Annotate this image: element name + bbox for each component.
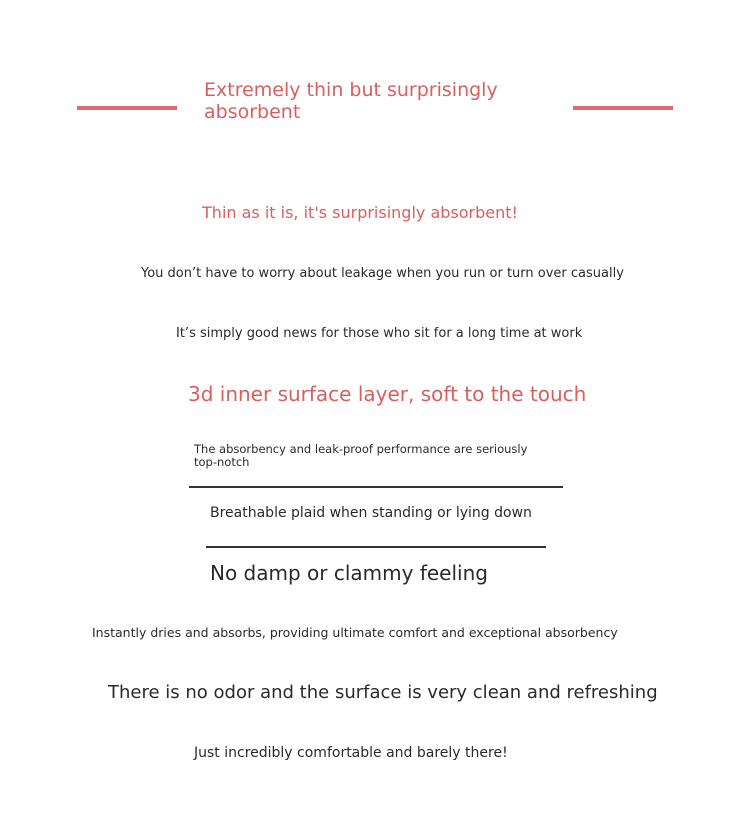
text-no-odor: There is no odor and the surface is very clean and refreshing [108, 682, 658, 703]
divider-bottom [206, 546, 546, 548]
text-comfortable: Just incredibly comfortable and barely there! [194, 745, 508, 761]
text-no-leakage: You don’t have to worry about leakage when you run or turn over casually [141, 266, 624, 281]
text-dries: Instantly dries and absorbs, providing ultimate comfort and exceptional absorbency [92, 625, 618, 640]
page-title: Extremely thin but surprisingly absorbent [204, 79, 498, 123]
subheading-inner-layer: 3d inner surface layer, soft to the touch [188, 382, 587, 406]
header-right-line [573, 106, 673, 110]
text-breathable: Breathable plaid when standing or lying down [210, 505, 532, 521]
subheading-thin-absorbent: Thin as it is, it's surprisingly absorbent! [202, 203, 518, 222]
divider-top [189, 486, 563, 488]
header-left-line [77, 106, 177, 110]
text-no-damp: No damp or clammy feeling [210, 561, 488, 585]
text-good-news: It’s simply good news for those who sit for a long time at work [176, 326, 583, 341]
text-leak-proof: The absorbency and leak-proof performance are seriously top-notch [194, 442, 528, 469]
